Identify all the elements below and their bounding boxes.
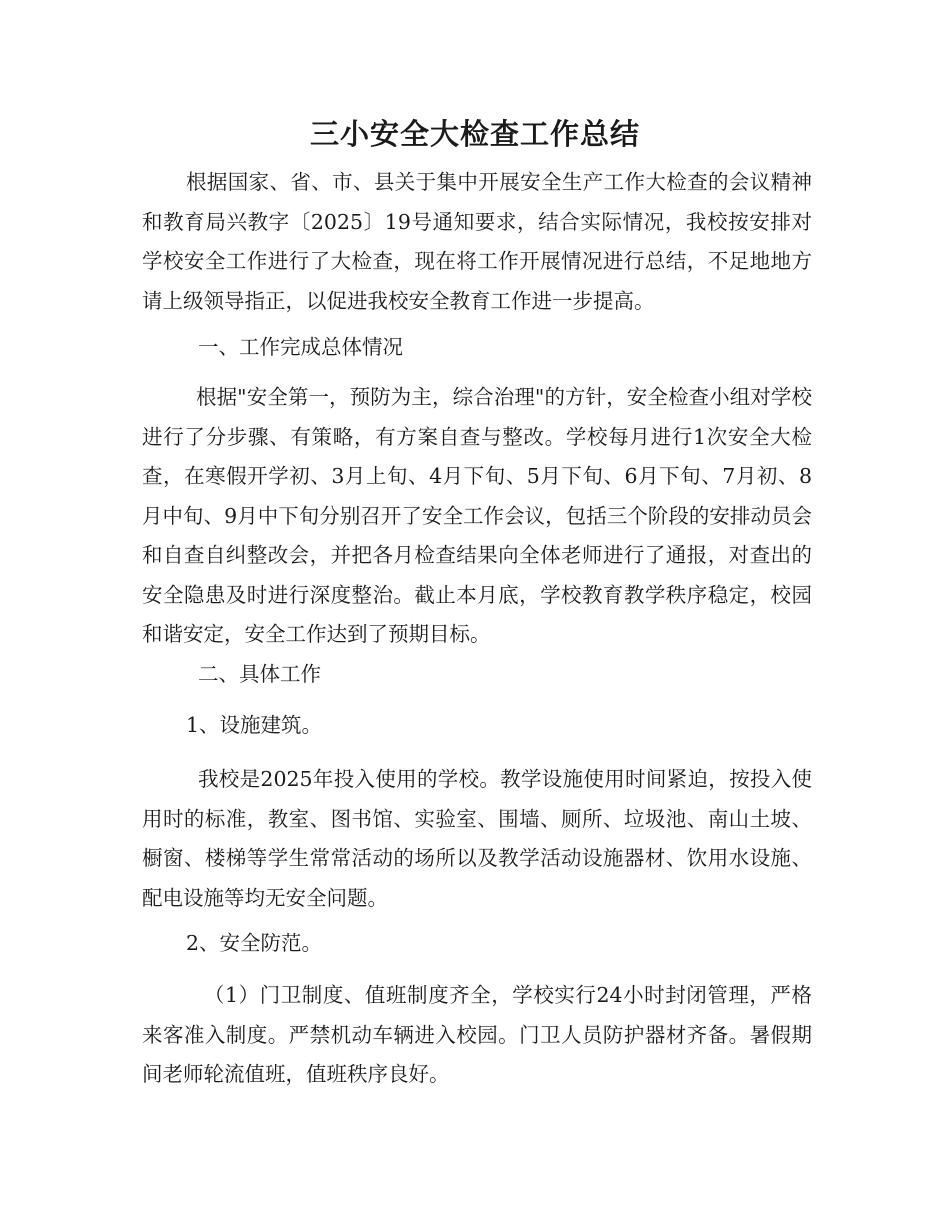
document-title: 三小安全大检查工作总结	[309, 117, 640, 151]
item2-paragraph: （1）门卫制度、值班制度齐全，学校实行24小时封闭管理，严格来客准入制度。严禁机动车辆进入校园。门卫人员防护器材齐备。暑假期间老师轮流值班，值班秩序良好。	[142, 983, 812, 1086]
item1-heading: 1、设施建筑。	[186, 713, 323, 737]
item2-heading: 2、安全防范。	[186, 931, 323, 955]
section1-paragraph: 根据"安全第一，预防为主，综合治理"的方针，安全检查小组对学校进行了分步骤、有策略，有方案自查与整改。学校每月进行1次安全大检查，在寒假开学初、3月上旬、4月下旬、5月下旬、6月下旬、7月初、8月中旬、9月中下旬分别召开了安全工作会议，包括三个阶段的安排动员会和自查自纠整改会，并把各月检查结果向全体老师进行了通报，对查出的安全隐患及时进行深度整治。截止本月底，学校教育教学秩序稳定，校园和谐安定，安全工作达到了预期目标。	[142, 385, 812, 646]
section2-heading: 二、具体工作	[198, 662, 321, 686]
intro-paragraph: 根据国家、省、市、县关于集中开展安全生产工作大检查的会议精神和教育局兴教字〔2025〕19号通知要求，结合实际情况，我校按安排对学校安全工作进行了大检查，现在将工作开展情况进行总结，不足地地方请上级领导指正，以促进我校安全教育工作进一步提高。	[142, 170, 812, 313]
item1-paragraph: 我校是2025年投入使用的学校。教学设施使用时间紧迫，按投入使用时的标准，教室、图书馆、实验室、围墙、厕所、垃圾池、南山土坡、橱窗、楼梯等学生常常活动的场所以及教学活动设施器材、饮用水设施、配电设施等均无安全问题。	[142, 767, 812, 910]
section1-heading: 一、工作完成总体情况	[198, 335, 403, 359]
